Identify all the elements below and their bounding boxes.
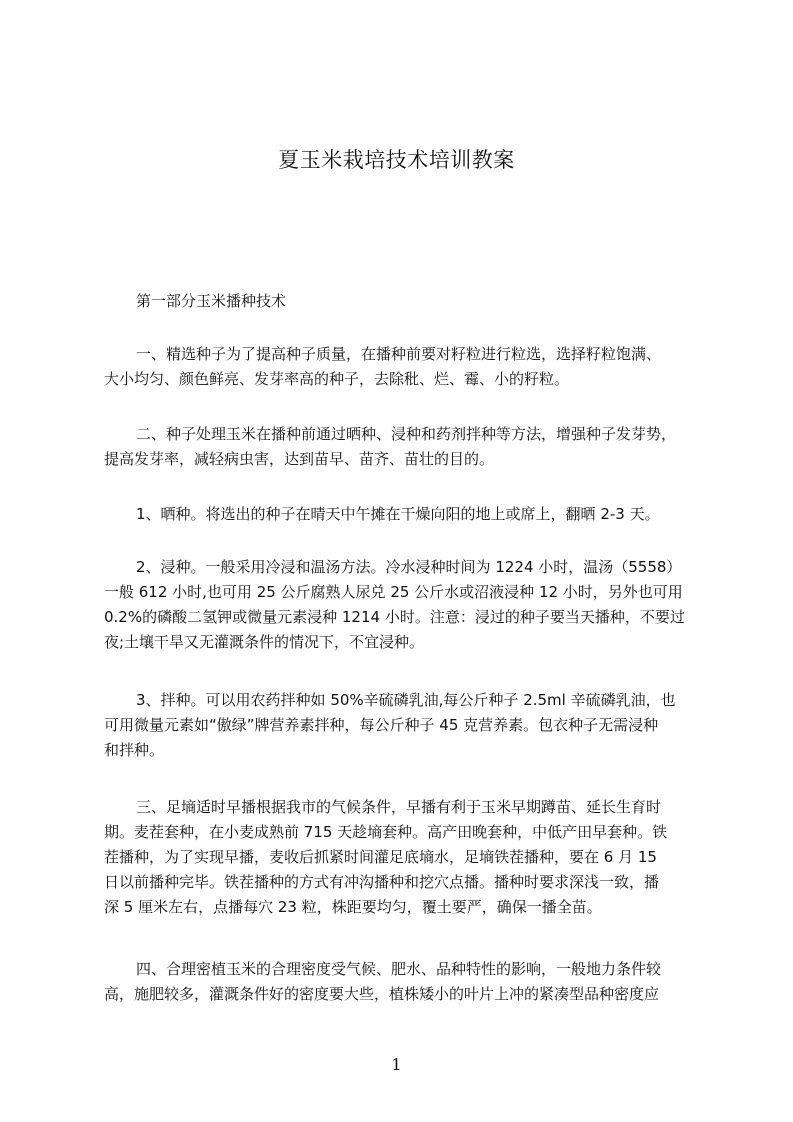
paragraph-line: 期。麦茬套种，在小麦成熟前 715 天趁墒套种。高产田晚套种，中低产田早套种。铁 [104,823,668,841]
paragraph-line: 四、合理密植玉米的合理密度受气候、肥水、品种特性的影响，一般地力条件较 [136,960,662,978]
paragraph-sun-drying [104,502,702,527]
paragraph-line: 高，施肥较多，灌溉条件好的密度要大些，植株矮小的叶片上冲的紧凑型品种密度应 [104,985,660,1003]
paragraph-line: 二、种子处理玉米在播种前通过晒种、浸种和药剂拌种等方法，增强种子发芽势， [136,425,677,443]
paragraph-line: 一、精选种子为了提高种子质量，在播种前要对籽粒进行粒选，选择籽粒饱满、 [136,345,662,363]
paragraph-planting-density [104,957,702,1007]
document-title: 夏玉米栽培技术培训教案 [278,148,515,172]
paragraph-line: 茬播种，为了实现早播，麦收后抓紧时间灌足底墒水，足墒铁茬播种，要在 6 月 15 [104,848,657,866]
paragraph-line: 日以前播种完毕。铁茬播种的方式有冲沟播种和挖穴点播。播种时要求深浅一致，播 [104,873,660,891]
paragraph-line: 夜;土壤干旱又无灌溉条件的情况下，不宜浸种。 [104,633,425,651]
paragraph-seed-selection [104,342,702,392]
paragraph-line: 1、晒种。将选出的种子在晴天中午摊在干燥向阳的地上或席上，翻晒 2-3 天。 [136,505,660,523]
paragraph-line: 和拌种。 [104,741,165,759]
paragraph-line: 深 5 厘米左右，点播每穴 23 粒，株距要均匀，覆土要严，确保一播全苗。 [104,898,602,916]
page-number: 1 [391,1055,402,1074]
paragraph-line: 大小均匀、颜色鲜亮、发芽率高的种子，去除秕、烂、霉、小的籽粒。 [104,370,570,388]
paragraph-line: 一般 612 小时,也可用 25 公斤腐熟人尿兑 25 公斤水或沼液浸种 12 小时，另外也可用 [104,583,683,601]
paragraph-line: 2、浸种。一般采用冷浸和温汤方法。冷水浸种时间为 1224 小时，温汤（5558） [136,558,682,576]
paragraph-seed-treatment [104,422,702,472]
paragraph-line: 0.2%的磷酸二氢钾或微量元素浸种 1214 小时。注意：浸过的种子要当天播种，不要过 [104,608,685,626]
paragraph-soaking [104,555,702,655]
paragraph-line: 3、拌种。可以用农药拌种如 50%辛硫磷乳油,每公斤种子 2.5ml 辛硫磷乳油，也 [136,691,676,709]
section-heading: 第一部分玉米播种技术 [136,292,287,310]
paragraph-line: 可用微量元素如“傲绿”牌营养素拌种，每公斤种子 45 克营养素。包衣种子无需浸种 [104,716,659,734]
paragraph-line: 三、足墒适时早播根据我市的气候条件，早播有利于玉米早期蹲苗、延长生育时 [136,798,662,816]
paragraph-early-sowing [104,795,702,920]
paragraph-seed-dressing [104,688,702,763]
paragraph-line: 提高发芽率，减轻病虫害，达到苗早、苗齐、苗壮的目的。 [104,450,495,468]
